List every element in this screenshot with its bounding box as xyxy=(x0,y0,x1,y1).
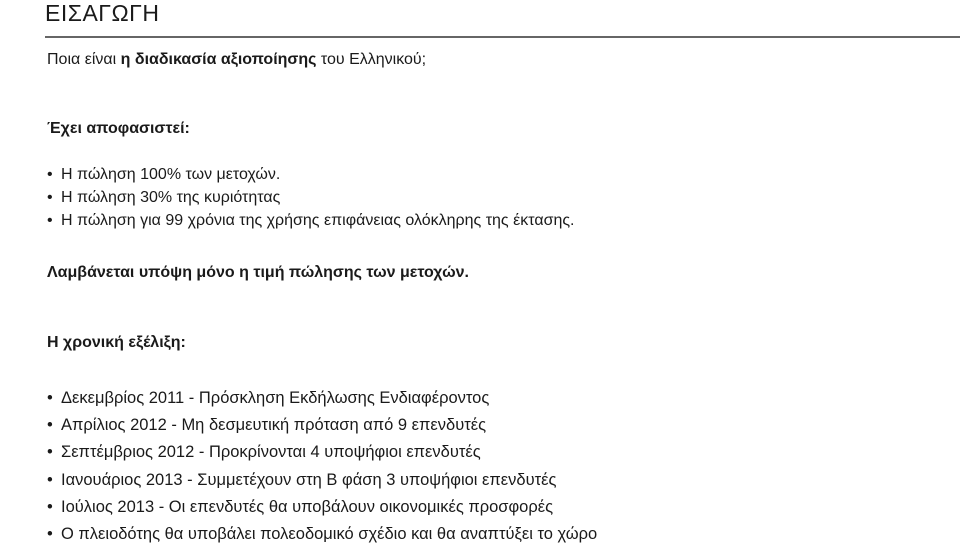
intro-text-before: Ποια είναι xyxy=(47,51,121,68)
list-item-text: Ιανουάριος 2013 - Συμμετέχουν στη Β φάση 3 υποψήφιοι επενδυτές xyxy=(61,470,557,489)
bullet-icon: • xyxy=(47,166,53,183)
list-item xyxy=(47,467,597,494)
list-item-text: Ο πλειοδότης θα υποβάλει πολεοδομικό σχέδιο και θα αναπτύξει το χώρο xyxy=(61,525,598,544)
list-item xyxy=(47,163,575,186)
list-item-text: Η πώληση 100% των μετοχών. xyxy=(61,166,281,183)
list-item xyxy=(47,412,597,439)
list-item xyxy=(47,494,597,521)
list-item-text: Απρίλιος 2012 - Μη δεσμευτική πρόταση από 9 επενδυτές xyxy=(61,416,487,435)
bullet-icon: • xyxy=(47,497,53,516)
bullet-icon: • xyxy=(47,443,53,462)
list-item-text: Η πώληση 30% της κυριότητας xyxy=(61,189,281,206)
intro-text-bold: η διαδικασία αξιοποίησης xyxy=(120,51,317,68)
decided-list xyxy=(47,163,575,232)
bullet-icon: • xyxy=(47,470,53,489)
page-title: ΕΙΣΑΓΩΓΗ xyxy=(45,0,160,26)
timeline-list xyxy=(47,385,597,548)
list-item-text: Ιούλιος 2013 - Οι επενδυτές θα υποβάλουν οικονομικές προσφορές xyxy=(61,497,554,516)
intro-question xyxy=(47,50,426,70)
title-underline xyxy=(45,36,960,38)
intro-text-after: του Ελληνικού; xyxy=(316,51,427,68)
list-item xyxy=(47,186,575,209)
bullet-icon: • xyxy=(47,212,53,229)
bullet-icon: • xyxy=(47,389,53,407)
list-item-text: Σεπτέμβριος 2012 - Προκρίνονται 4 υποψήφιοι επενδυτές xyxy=(61,443,481,462)
decided-label: Έχει αποφασιστεί: xyxy=(47,120,190,137)
list-item-text: Δεκεμβρίος 2011 - Πρόσκληση Εκδήλωσης Ενδιαφέροντος xyxy=(61,389,490,407)
list-item xyxy=(47,209,575,232)
bullet-icon: • xyxy=(47,189,53,206)
list-item xyxy=(47,385,597,412)
bullet-icon: • xyxy=(47,416,53,435)
sales-note: Λαμβάνεται υπόψη μόνο η τιμή πώλησης των μετοχών. xyxy=(47,264,469,281)
list-item-text: Η πώληση για 99 χρόνια της χρήσης επιφάνειας ολόκληρης της έκτασης. xyxy=(61,212,575,229)
bullet-icon: • xyxy=(47,525,53,544)
list-item xyxy=(47,439,597,466)
list-item xyxy=(47,521,597,548)
timeline-label: Η χρονική εξέλιξη: xyxy=(47,334,186,351)
